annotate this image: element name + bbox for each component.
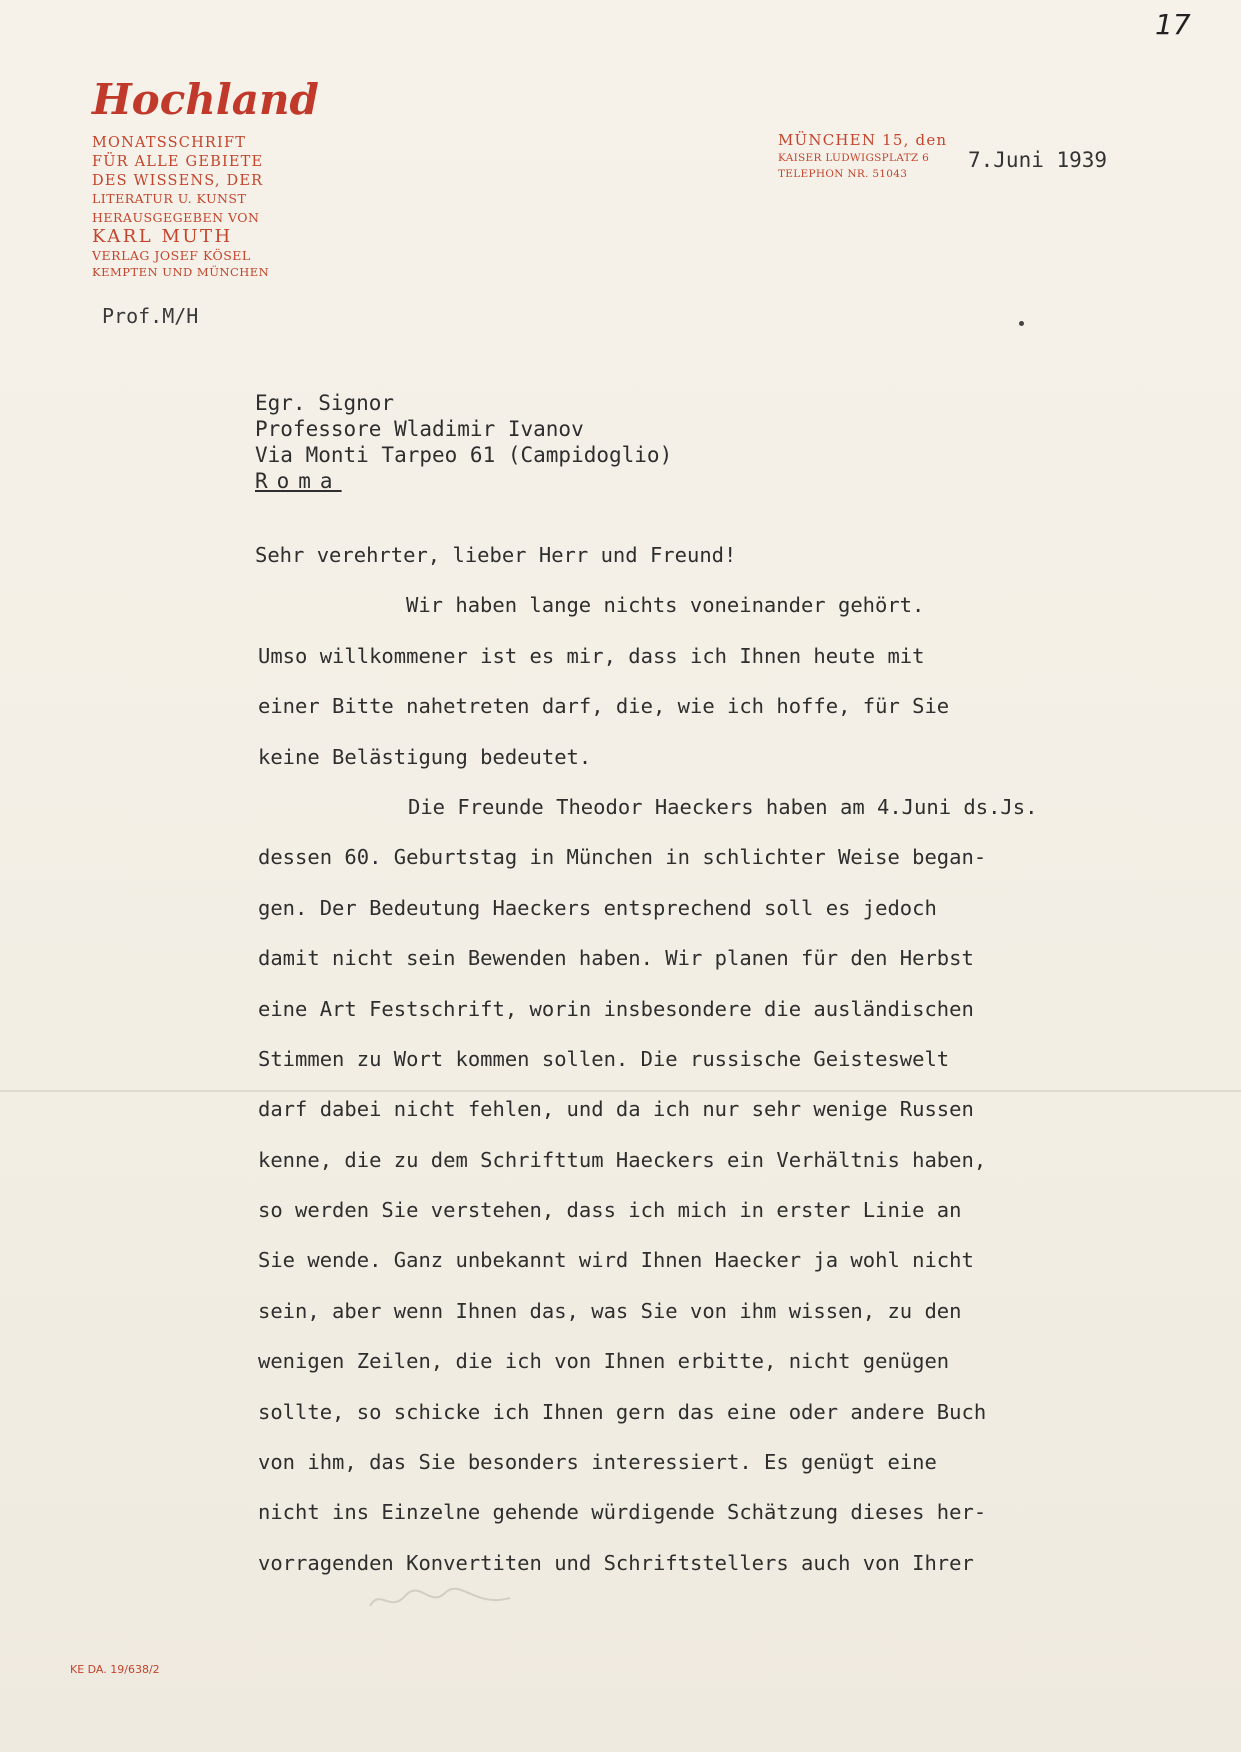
hochland-logo: Hochland [92, 75, 319, 124]
body-line: eine Art Festschrift, worin insbesondere die ausländischen [258, 996, 974, 1021]
body-line: einer Bitte nahetreten darf, die, wie ich hoffe, für Sie [258, 694, 950, 719]
recipient-line: Professore Wladimir Ivanov [255, 417, 584, 441]
salutation: Sehr verehrter, lieber Herr und Freund! [255, 543, 737, 567]
body-line: dessen 60. Geburtstag in München in schlichter Weise began- [258, 845, 987, 870]
letterhead-line: FÜR ALLE GEBIETE [92, 154, 264, 170]
recipient-address [255, 390, 672, 494]
letterhead-publisher: KEMPTEN UND MÜNCHEN [92, 265, 270, 279]
recipient-city: Roma [255, 469, 342, 493]
body-line: vorragenden Konvertiten und Schriftstellers auch von Ihrer [258, 1550, 974, 1575]
body-line: darf dabei nicht fehlen, und da ich nur sehr wenige Russen [258, 1097, 974, 1122]
body-line: keine Belästigung bedeutet. [258, 744, 592, 769]
body-line: nicht ins Einzelne gehende würdigende Schätzung dieses her- [258, 1500, 987, 1525]
archive-number: 17 [1155, 8, 1191, 41]
body-line: sollte, so schicke ich Ihnen gern das eine oder andere Buch [258, 1399, 987, 1424]
body-line: Umso willkommener ist es mir, dass ich Ihnen heute mit [258, 643, 925, 668]
letter-body [255, 530, 1178, 1588]
letterhead [92, 75, 322, 280]
letter-date: 7.Juni 1939 [968, 148, 1108, 172]
letterhead-line: DES WISSENS, DER [92, 173, 264, 189]
body-line: von ihm, das Sie besonders interessiert. Es genügt eine [258, 1450, 937, 1475]
letterhead-editor: KARL MUTH [92, 226, 233, 247]
reference-code: Prof.M/H [102, 304, 199, 328]
body-line: wenigen Zeilen, die ich von Ihnen erbitte, nicht genügen [258, 1349, 950, 1374]
ink-speck [1019, 321, 1024, 326]
letterhead-line: LITERATUR U. KUNST [92, 191, 247, 206]
body-line: kenne, die zu dem Schrifttum Haeckers ein Verhältnis haben, [258, 1147, 987, 1172]
body-line: sein, aber wenn Ihnen das, was Sie von ihm wissen, zu den [258, 1298, 962, 1323]
letterhead-line: HERAUSGEGEBEN VON [92, 210, 260, 225]
street-line: KAISER LUDWIGSPLATZ 6 [778, 152, 930, 164]
recipient-line: Egr. Signor [255, 391, 395, 415]
letterhead-line: MONATSSCHRIFT [92, 135, 247, 151]
sender-address [778, 130, 947, 182]
body-line: Stimmen zu Wort kommen sollen. Die russische Geisteswelt [258, 1046, 950, 1071]
city-line: MÜNCHEN 15, den [778, 131, 948, 149]
signature-bleed-through [360, 1578, 520, 1618]
body-line: gen. Der Bedeutung Haeckers entsprechend soll es jedoch [258, 895, 937, 920]
body-line: Sie wende. Ganz unbekannt wird Ihnen Haecker ja wohl nicht [258, 1248, 974, 1273]
recipient-line: Via Monti Tarpeo 61 (Campidoglio) [255, 443, 673, 467]
body-line: so werden Sie verstehen, dass ich mich in erster Linie an [258, 1198, 962, 1223]
archive-footer-code: KE DA. 19/638/2 [70, 1663, 160, 1676]
body-line: Die Freunde Theodor Haeckers haben am 4.Juni ds.Js. [408, 794, 1038, 819]
body-line: damit nicht sein Bewenden haben. Wir planen für den Herbst [258, 946, 974, 971]
letterhead-publisher: VERLAG JOSEF KÖSEL [92, 248, 251, 263]
body-line: Wir haben lange nichts voneinander gehört. [406, 593, 925, 618]
telephone-line: TELEPHON NR. 51043 [778, 168, 908, 180]
